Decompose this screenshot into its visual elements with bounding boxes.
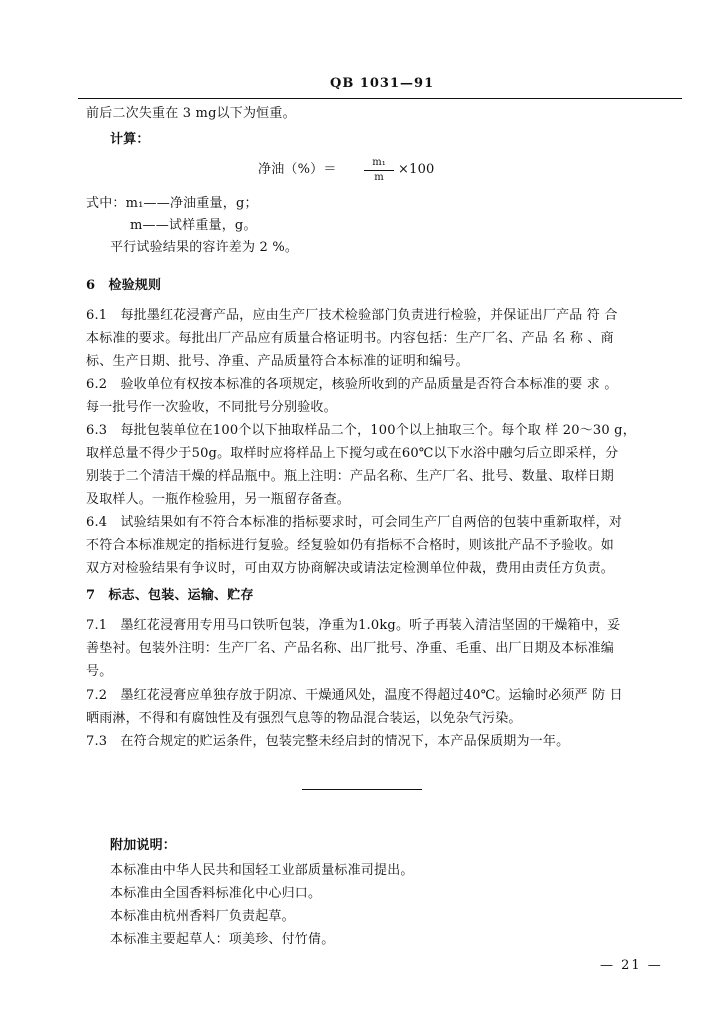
notes-line: 本标准由杭州香料厂负责起草。 bbox=[110, 909, 295, 924]
section-7-heading: 7 标志、包装、运输、贮存 bbox=[86, 588, 254, 603]
constant-weight-line: 前后二次失重在 3 mg以下为恒重。 bbox=[86, 106, 296, 121]
where-m1: 式中：m₁——净油重量，g； bbox=[86, 196, 258, 211]
para-6-2-line: 每一批号作一次验收，不同批号分别验收。 bbox=[86, 400, 337, 415]
calc-label: 计算： bbox=[110, 132, 150, 147]
para-6-3-line: 及取样人。一瓶作检验用，另一瓶留存备查。 bbox=[86, 492, 351, 507]
section-6-heading: 6 检验规则 bbox=[86, 278, 162, 293]
para-6-3-line: 6.3 每批包装单位在100个以下抽取样品二个，100个以上抽取三个。每个取 样 20～30 g， bbox=[86, 423, 636, 438]
para-6-4-line: 6.4 试验结果如有不符合本标准的指标要求时，可会同生产厂自两倍的包装中重新取样，对 bbox=[86, 515, 623, 530]
para-7-1-line: 号。 bbox=[86, 664, 113, 679]
para-7-2-line: 晒雨淋，不得和有腐蚀性及有强烈气息等的物品混合装运，以免杂气污染。 bbox=[86, 711, 522, 726]
tolerance-line: 平行试验结果的容许差为 2 %。 bbox=[110, 240, 299, 255]
header-rule bbox=[78, 98, 682, 99]
para-7-2-line: 7.2 墨红花浸膏应单独存放于阴凉、干燥通风处，温度不得超过40℃。运输时必须严 防 日 bbox=[86, 688, 623, 703]
para-7-1-line: 7.1 墨红花浸膏用专用马口铁听包装，净重为1.0kg。听子再装入清洁坚固的干燥箱中，妥 bbox=[86, 618, 621, 633]
page-number: — 21 — bbox=[600, 958, 663, 973]
para-6-3-line: 取样总量不得少于50g。取样时应将样品上下搅匀或在60℃以下水浴中融匀后立即采样，分 bbox=[86, 446, 619, 461]
formula-left: 净油（%）＝ bbox=[258, 162, 337, 177]
para-6-2-line: 6.2 验收单位有权按本标准的各项规定，核验所收到的产品质量是否符合本标准的要 求 。 bbox=[86, 377, 618, 392]
where-m: m——试样重量，g。 bbox=[130, 218, 257, 233]
para-7-1-line: 善垫衬。包装外注明：生产厂名、产品名称、出厂批号、净重、毛重、出厂日期及本标准编 bbox=[86, 641, 615, 656]
para-6-4-line: 双方对检验结果有争议时，可由双方协商解决或请法定检测单位仲裁，费用由责任方负责。 bbox=[86, 561, 615, 576]
notes-heading: 附加说明： bbox=[110, 838, 177, 853]
formula-denominator: m bbox=[374, 172, 384, 183]
para-7-3-line: 7.3 在符合规定的贮运条件，包装完整未经启封的情况下，本产品保质期为一年。 bbox=[86, 734, 570, 749]
section-divider bbox=[302, 789, 422, 790]
para-6-1-line: 本标准的要求。每批出厂产品应有质量合格证明书。内容包括：生产厂名、产品 名 称 、商 bbox=[86, 331, 614, 346]
notes-line: 本标准由中华人民共和国轻工业部质量标准司提出。 bbox=[110, 863, 414, 878]
formula-right: ×100 bbox=[398, 162, 435, 177]
standard-code: QB 1031—91 bbox=[330, 76, 435, 91]
para-6-1-line: 6.1 每批墨红花浸膏产品，应由生产厂技术检验部门负责进行检验，并保证出厂产品 符 合 bbox=[86, 308, 618, 323]
para-6-3-line: 别装于二个清洁干燥的样品瓶中。瓶上注明：产品名称、生产厂名、批号、数量、取样日期 bbox=[86, 469, 615, 484]
notes-line: 本标准主要起草人：项美珍、付竹倩。 bbox=[110, 932, 335, 947]
para-6-4-line: 不符合本标准规定的指标进行复验。经复验如仍有指标不合格时，则该批产品不予验收。如 bbox=[86, 538, 615, 553]
notes-line: 本标准由全国香料标准化中心归口。 bbox=[110, 886, 322, 901]
para-6-1-line: 标、生产日期、批号、净重、产品质量符合本标准的证明和编号。 bbox=[86, 354, 469, 369]
formula-numerator: m₁ bbox=[364, 156, 394, 171]
formula-fraction bbox=[364, 156, 394, 185]
